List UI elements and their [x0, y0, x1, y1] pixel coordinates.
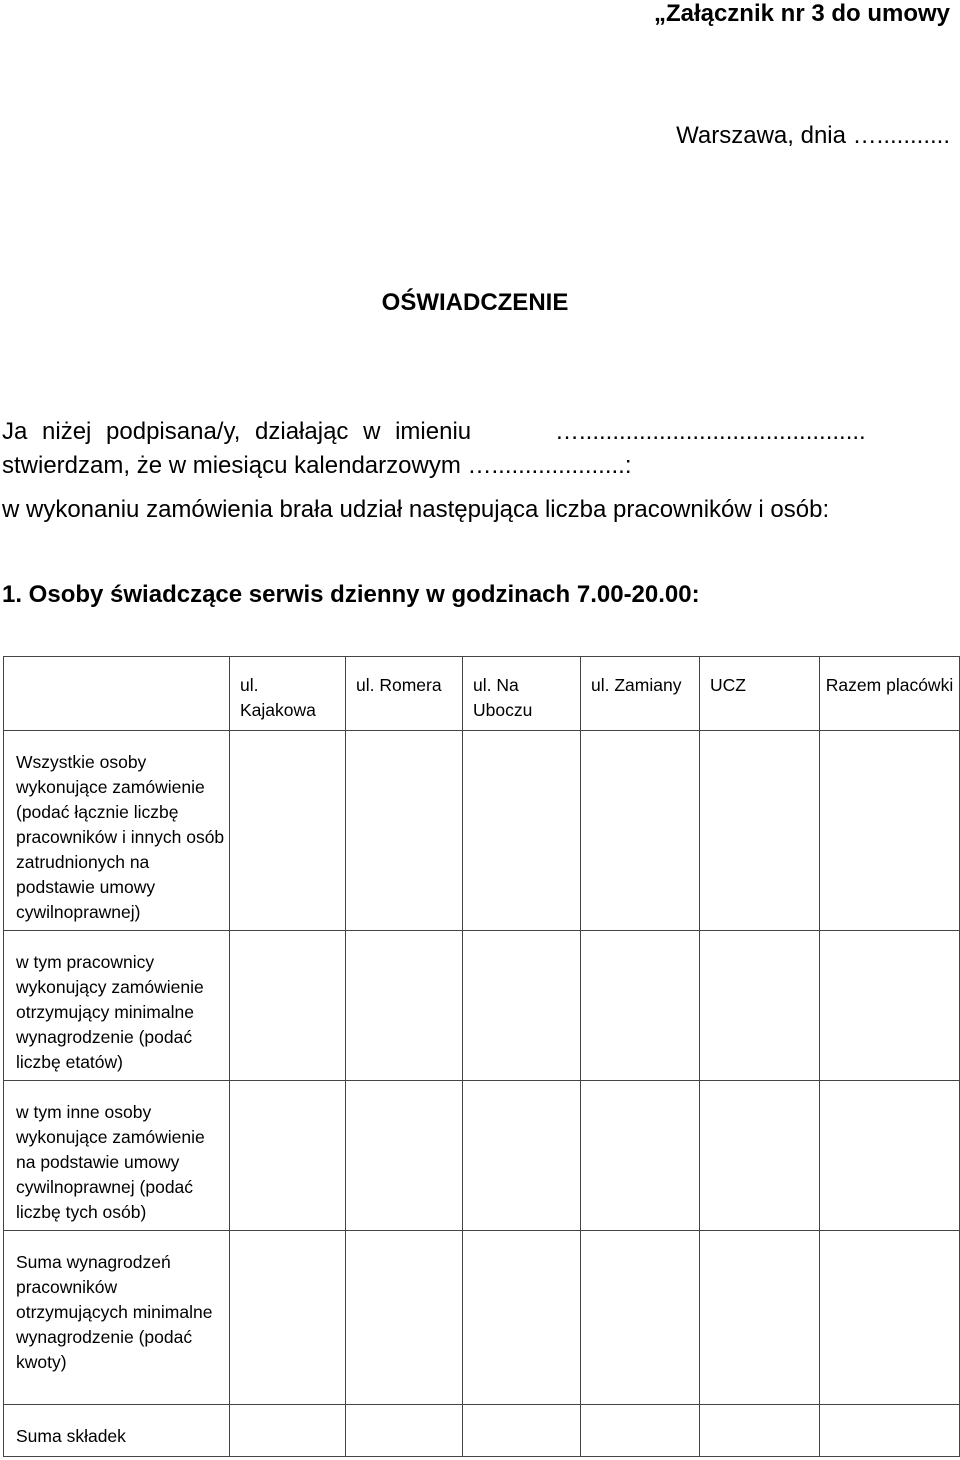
input-cell[interactable]	[581, 1405, 700, 1457]
table-row	[4, 1231, 960, 1405]
input-cell[interactable]	[820, 931, 960, 1081]
column-header: ul. Zamiany	[581, 657, 700, 731]
annex-heading: „Załącznik nr 3 do umowy	[653, 0, 950, 27]
statement-line-1: Ja niżej podpisana/y, działając w imieniu	[2, 418, 472, 445]
column-header: Razem placówki	[820, 657, 960, 731]
input-cell[interactable]	[700, 931, 820, 1081]
input-cell[interactable]	[346, 1231, 463, 1405]
statement-line-3: w wykonaniu zamówienia brała udział następująca liczba pracowników i osób:	[2, 496, 830, 523]
table-row	[4, 1405, 960, 1457]
input-cell[interactable]	[230, 1081, 346, 1231]
input-cell[interactable]	[581, 1231, 700, 1405]
row-label: w tym inne osoby wykonujące zamówienie na podstawie umowy cywilnoprawnej (podać liczbę tych osób)	[4, 1081, 230, 1231]
input-cell[interactable]	[463, 931, 581, 1081]
input-cell[interactable]	[346, 931, 463, 1081]
input-cell[interactable]	[700, 1081, 820, 1231]
section-1-title: 1. Osoby świadczące serwis dzienny w godzinach 7.00-20.00:	[2, 581, 700, 608]
table-row	[4, 731, 960, 931]
column-header: ul. Na Uboczu	[463, 657, 581, 731]
input-cell[interactable]	[463, 1231, 581, 1405]
input-cell[interactable]	[230, 1405, 346, 1457]
input-cell[interactable]	[230, 1231, 346, 1405]
column-header: ul. Kajakowa	[230, 657, 346, 731]
input-cell[interactable]	[230, 931, 346, 1081]
input-cell[interactable]	[700, 1405, 820, 1457]
input-cell[interactable]	[346, 1081, 463, 1231]
input-cell[interactable]	[581, 931, 700, 1081]
row-label: Wszystkie osoby wykonujące zamówienie (podać łącznie liczbę pracowników i innych osób zatrudnionych na podstawie umowy cywilnoprawnej)	[4, 731, 230, 931]
input-cell[interactable]	[820, 1405, 960, 1457]
statement-line-2: stwierdzam, że w miesiącu kalendarzowym …....................:	[2, 452, 632, 479]
table-header-row	[4, 657, 960, 731]
input-cell[interactable]	[463, 1081, 581, 1231]
input-cell[interactable]	[230, 731, 346, 931]
place-date-line: Warszawa, dnia …...........	[676, 122, 950, 149]
input-cell[interactable]	[820, 1231, 960, 1405]
input-cell[interactable]	[346, 1405, 463, 1457]
input-cell[interactable]	[346, 731, 463, 931]
input-cell[interactable]	[463, 1405, 581, 1457]
input-cell[interactable]	[820, 1081, 960, 1231]
input-cell[interactable]	[700, 731, 820, 931]
column-header: UCZ	[700, 657, 820, 731]
header-empty-cell	[4, 657, 230, 731]
input-cell[interactable]	[581, 1081, 700, 1231]
input-cell[interactable]	[463, 731, 581, 931]
row-label: w tym pracownicy wykonujący zamówienie otrzymujący minimalne wynagrodzenie (podać liczbę etatów)	[4, 931, 230, 1081]
statement-name-blank: …...........................................	[555, 418, 866, 445]
table-row	[4, 931, 960, 1081]
staff-table	[3, 656, 960, 1457]
column-header: ul. Romera	[346, 657, 463, 731]
table-row	[4, 1081, 960, 1231]
row-label: Suma wynagrodzeń pracowników otrzymujących minimalne wynagrodzenie (podać kwoty)	[4, 1231, 230, 1405]
document-title: OŚWIADCZENIE	[381, 289, 569, 316]
row-label: Suma składek	[4, 1405, 230, 1457]
input-cell[interactable]	[820, 731, 960, 931]
input-cell[interactable]	[700, 1231, 820, 1405]
input-cell[interactable]	[581, 731, 700, 931]
